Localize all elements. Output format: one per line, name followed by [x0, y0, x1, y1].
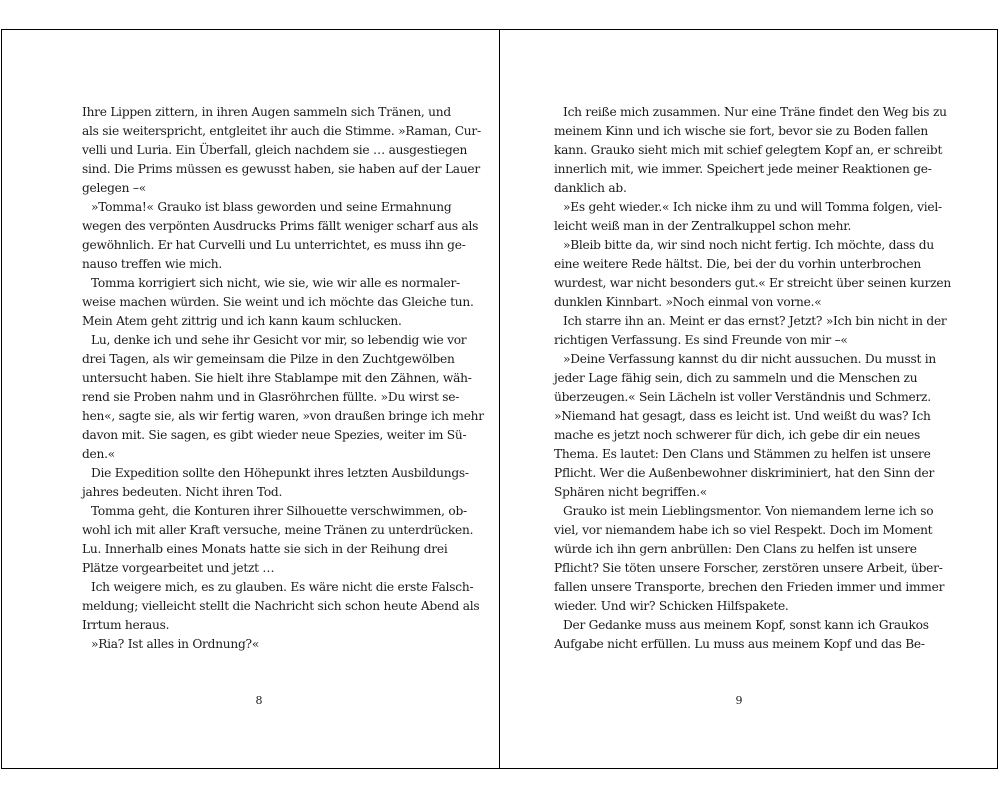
- text-line: »Es geht wieder.« Ich nicke ihm zu und will Tomma folgen, viel-: [563, 200, 942, 214]
- text-line: Plätze vorgearbeitet und jetzt …: [82, 561, 275, 575]
- text-line: hen«, sagte sie, als wir fertig waren, »von draußen bringe ich mehr: [82, 409, 484, 423]
- text-line: überzeugen.« Sein Lächeln ist voller Verständnis und Schmerz.: [554, 390, 931, 404]
- text-line: jeder Lage fähig sein, dich zu sammeln und die Menschen zu: [554, 371, 918, 385]
- right-page: [500, 30, 997, 768]
- text-line: innerlich mit, wie immer. Speichert jede meiner Reaktionen ge-: [554, 162, 932, 176]
- text-line: sind. Die Prims müssen es gewusst haben, sie haben auf der Lauer: [82, 162, 480, 176]
- text-line: rend sie Proben nahm und in Glasröhrchen füllte. »Du wirst se-: [82, 390, 460, 404]
- text-line: Grauko ist mein Lieblingsmentor. Von niemandem lerne ich so: [563, 504, 934, 518]
- text-line: Lu, denke ich und sehe ihr Gesicht vor mir, so lebendig wie vor: [91, 333, 467, 347]
- text-line: leicht weiß man in der Zentralkuppel schon mehr.: [554, 219, 852, 233]
- text-line: fallen unsere Transporte, brechen den Frieden immer und immer: [554, 580, 945, 594]
- text-line: jahres bedeuten. Nicht ihren Tod.: [82, 485, 283, 499]
- text-line: wegen des verpönten Ausdrucks Prims fällt weniger scharf aus als: [82, 219, 479, 233]
- right-page-number: 9: [735, 694, 743, 707]
- text-line: wurdest, war nicht besonders gut.« Er streicht über seinen kurzen: [554, 276, 951, 290]
- text-line: mache es jetzt noch schwerer für dich, ich gebe dir ein neues: [554, 428, 920, 442]
- text-line: gewöhnlich. Er hat Curvelli und Lu unterrichtet, es muss ihn ge-: [82, 238, 466, 252]
- text-line: davon mit. Sie sagen, es gibt wieder neue Spezies, weiter im Sü-: [82, 428, 467, 442]
- text-line: Pflicht? Sie töten unsere Forscher, zerstören unsere Arbeit, über-: [554, 561, 943, 575]
- text-line: wohl ich mit aller Kraft versuche, meine Tränen zu unterdrücken.: [82, 523, 474, 537]
- right-page-text: [554, 103, 951, 654]
- text-line: als sie weiterspricht, entgleitet ihr auch die Stimme. »Raman, Cur-: [82, 124, 481, 138]
- text-line: Pflicht. Wer die Außenbewohner diskriminiert, hat den Sinn der: [554, 466, 935, 480]
- text-line: würde ich ihn gern anbrüllen: Den Clans zu helfen ist unsere: [554, 542, 917, 556]
- text-line: dunklen Kinnbart. »Noch einmal von vorne.«: [554, 295, 822, 309]
- text-line: gelegen –«: [82, 181, 146, 195]
- text-line: »Deine Verfassung kannst du dir nicht aussuchen. Du musst in: [563, 352, 937, 366]
- text-line: meinem Kinn und ich wische sie fort, bevor sie zu Boden fallen: [554, 124, 928, 138]
- text-line: Irrtum heraus.: [82, 618, 170, 632]
- text-line: drei Tagen, als wir gemeinsam die Pilze in den Zuchtgewölben: [82, 352, 455, 366]
- text-line: »Bleib bitte da, wir sind noch nicht fertig. Ich möchte, dass du: [563, 238, 934, 252]
- text-line: »Niemand hat gesagt, dass es leicht ist. Und weißt du was? Ich: [554, 409, 931, 423]
- text-line: Sphären nicht begriffen.«: [554, 485, 707, 499]
- text-line: »Ria? Ist alles in Ordnung?«: [91, 637, 260, 651]
- text-line: Ich weigere mich, es zu glauben. Es wäre nicht die erste Falsch-: [91, 580, 474, 594]
- text-line: Lu. Innerhalb eines Monats hatte sie sich in der Reihung drei: [82, 542, 448, 556]
- text-line: »Tomma!« Grauko ist blass geworden und seine Ermahnung: [91, 200, 452, 214]
- text-line: Der Gedanke muss aus meinem Kopf, sonst kann ich Graukos: [563, 618, 929, 632]
- left-page: [2, 30, 499, 768]
- text-line: Ihre Lippen zittern, in ihren Augen sammeln sich Tränen, und: [82, 105, 451, 119]
- text-line: untersucht haben. Sie hielt ihre Stablampe mit den Zähnen, wäh-: [82, 371, 472, 385]
- text-line: Thema. Es lautet: Den Clans und Stämmen zu helfen ist unsere: [554, 447, 931, 461]
- left-page-text: [82, 103, 484, 654]
- text-line: velli und Luria. Ein Überfall, gleich nachdem sie … ausgestiegen: [82, 143, 468, 157]
- text-line: eine weitere Rede hältst. Die, bei der du vorhin unterbrochen: [554, 257, 921, 271]
- text-line: den.«: [82, 447, 115, 461]
- text-line: Tomma korrigiert sich nicht, wie sie, wie wir alle es normaler-: [91, 276, 460, 290]
- text-line: Aufgabe nicht erfüllen. Lu muss aus meinem Kopf und das Be-: [554, 637, 925, 651]
- text-line: viel, vor niemandem habe ich so viel Respekt. Doch im Moment: [554, 523, 933, 537]
- left-page-number: 8: [255, 694, 263, 707]
- text-line: nauso treffen wie mich.: [82, 257, 222, 271]
- text-line: weise machen würden. Sie weint und ich möchte das Gleiche tun.: [82, 295, 474, 309]
- text-line: kann. Grauko sieht mich mit schief gelegtem Kopf an, er schreibt: [554, 143, 943, 157]
- text-line: Mein Atem geht zittrig und ich kann kaum schlucken.: [82, 314, 402, 328]
- text-line: danklich ab.: [554, 181, 627, 195]
- text-line: Ich starre ihn an. Meint er das ernst? Jetzt? »Ich bin nicht in der: [563, 314, 947, 328]
- text-line: wieder. Und wir? Schicken Hilfspakete.: [554, 599, 789, 613]
- text-line: meldung; vielleicht stellt die Nachricht sich schon heute Abend als: [82, 599, 480, 613]
- text-line: Die Expedition sollte den Höhepunkt ihres letzten Ausbildungs-: [91, 466, 469, 480]
- text-line: richtigen Verfassung. Es sind Freunde von mir –«: [554, 333, 848, 347]
- text-line: Tomma geht, die Konturen ihrer Silhouette verschwimmen, ob-: [91, 504, 467, 518]
- text-line: Ich reiße mich zusammen. Nur eine Träne findet den Weg bis zu: [563, 105, 947, 119]
